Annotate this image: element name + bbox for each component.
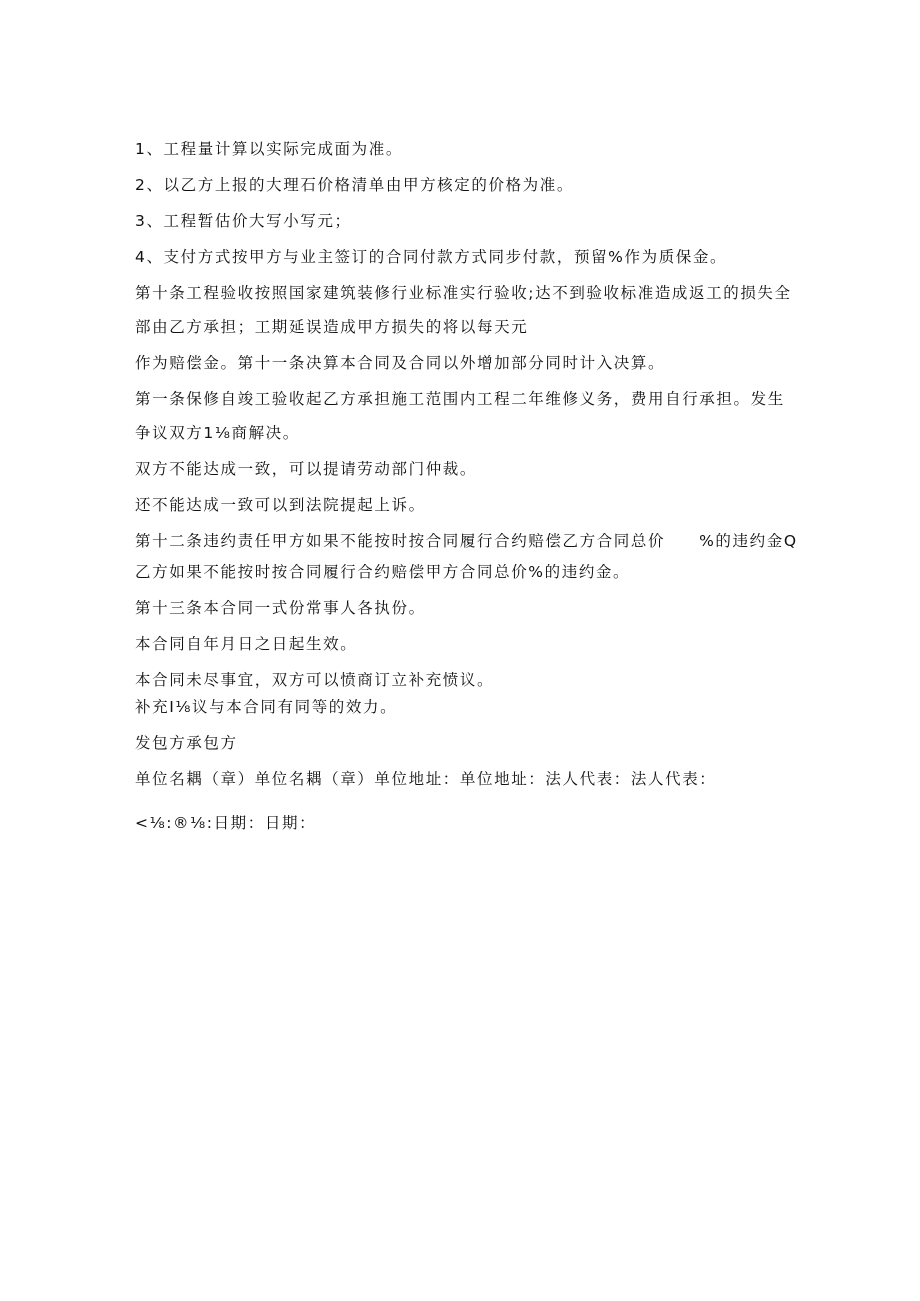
warranty-line-1: 第一条保修自竣工验收起乙方承担施工范围内工程二年维修义务，费用自行承担。发生 bbox=[135, 390, 785, 408]
clause-1-quantity: 1、工程量计算以实际完成面为准。 bbox=[135, 140, 403, 158]
clause-4-payment: 4、支付方式按甲方与业主签订的合同付款方式同步付款，预留%作为质保金。 bbox=[135, 248, 728, 266]
article-12-main-text: 第十二条违约责任甲方如果不能按时按合同履行合约赔偿乙方合同总价 bbox=[135, 532, 666, 550]
article-12-penalty-text: %的违约金Q bbox=[699, 532, 798, 550]
article-13-copies: 第十三条本合同一式份常事人各执份。 bbox=[135, 599, 426, 617]
article-10-line-2: 部由乙方承担；工期延误造成甲方损失的将以每天元 bbox=[135, 318, 529, 336]
date-fields-line: <⅛:®⅛:日期：日期： bbox=[135, 814, 317, 832]
article-12-line-2: 乙方如果不能按时按合同履行合约赔偿甲方合同总价%的违约金。 bbox=[135, 563, 631, 581]
supplement-line-1: 本合同未尽事宜，双方可以愤商订立补充愤议。 bbox=[135, 671, 495, 689]
clause-2-marble-price: 2、以乙方上报的大理石价格清单由甲方核定的价格为准。 bbox=[135, 176, 574, 194]
supplement-line-2: 补充I⅛议与本合同有同等的效力。 bbox=[135, 698, 398, 716]
signature-fields-line: 单位名耦（章）单位名耦（章）单位地址：单位地址：法人代表：法人代表： bbox=[135, 770, 717, 788]
effective-date-line: 本合同自年月日之日起生效。 bbox=[135, 635, 358, 653]
parties-heading: 发包方承包方 bbox=[135, 734, 238, 752]
clause-3-estimate: 3、工程暂估价大写小写元； bbox=[135, 212, 352, 230]
lawsuit-line: 还不能达成一致可以到法院提起上诉。 bbox=[135, 496, 426, 514]
arbitration-line: 双方不能达成一致，可以提请劳动部门仲裁。 bbox=[135, 460, 478, 478]
article-12-line-1 bbox=[135, 530, 798, 552]
warranty-line-2: 争议双方1⅛商解决。 bbox=[135, 424, 300, 442]
article-11-settlement: 作为赔偿金。第十一条决算本合同及合同以外增加部分同时计入决算。 bbox=[135, 354, 666, 372]
contract-text bbox=[135, 138, 798, 834]
article-10-line-1: 第十条工程验收按照国家建筑装修行业标准实行验收;达不到验收标准造成返工的损失全 bbox=[135, 284, 792, 302]
